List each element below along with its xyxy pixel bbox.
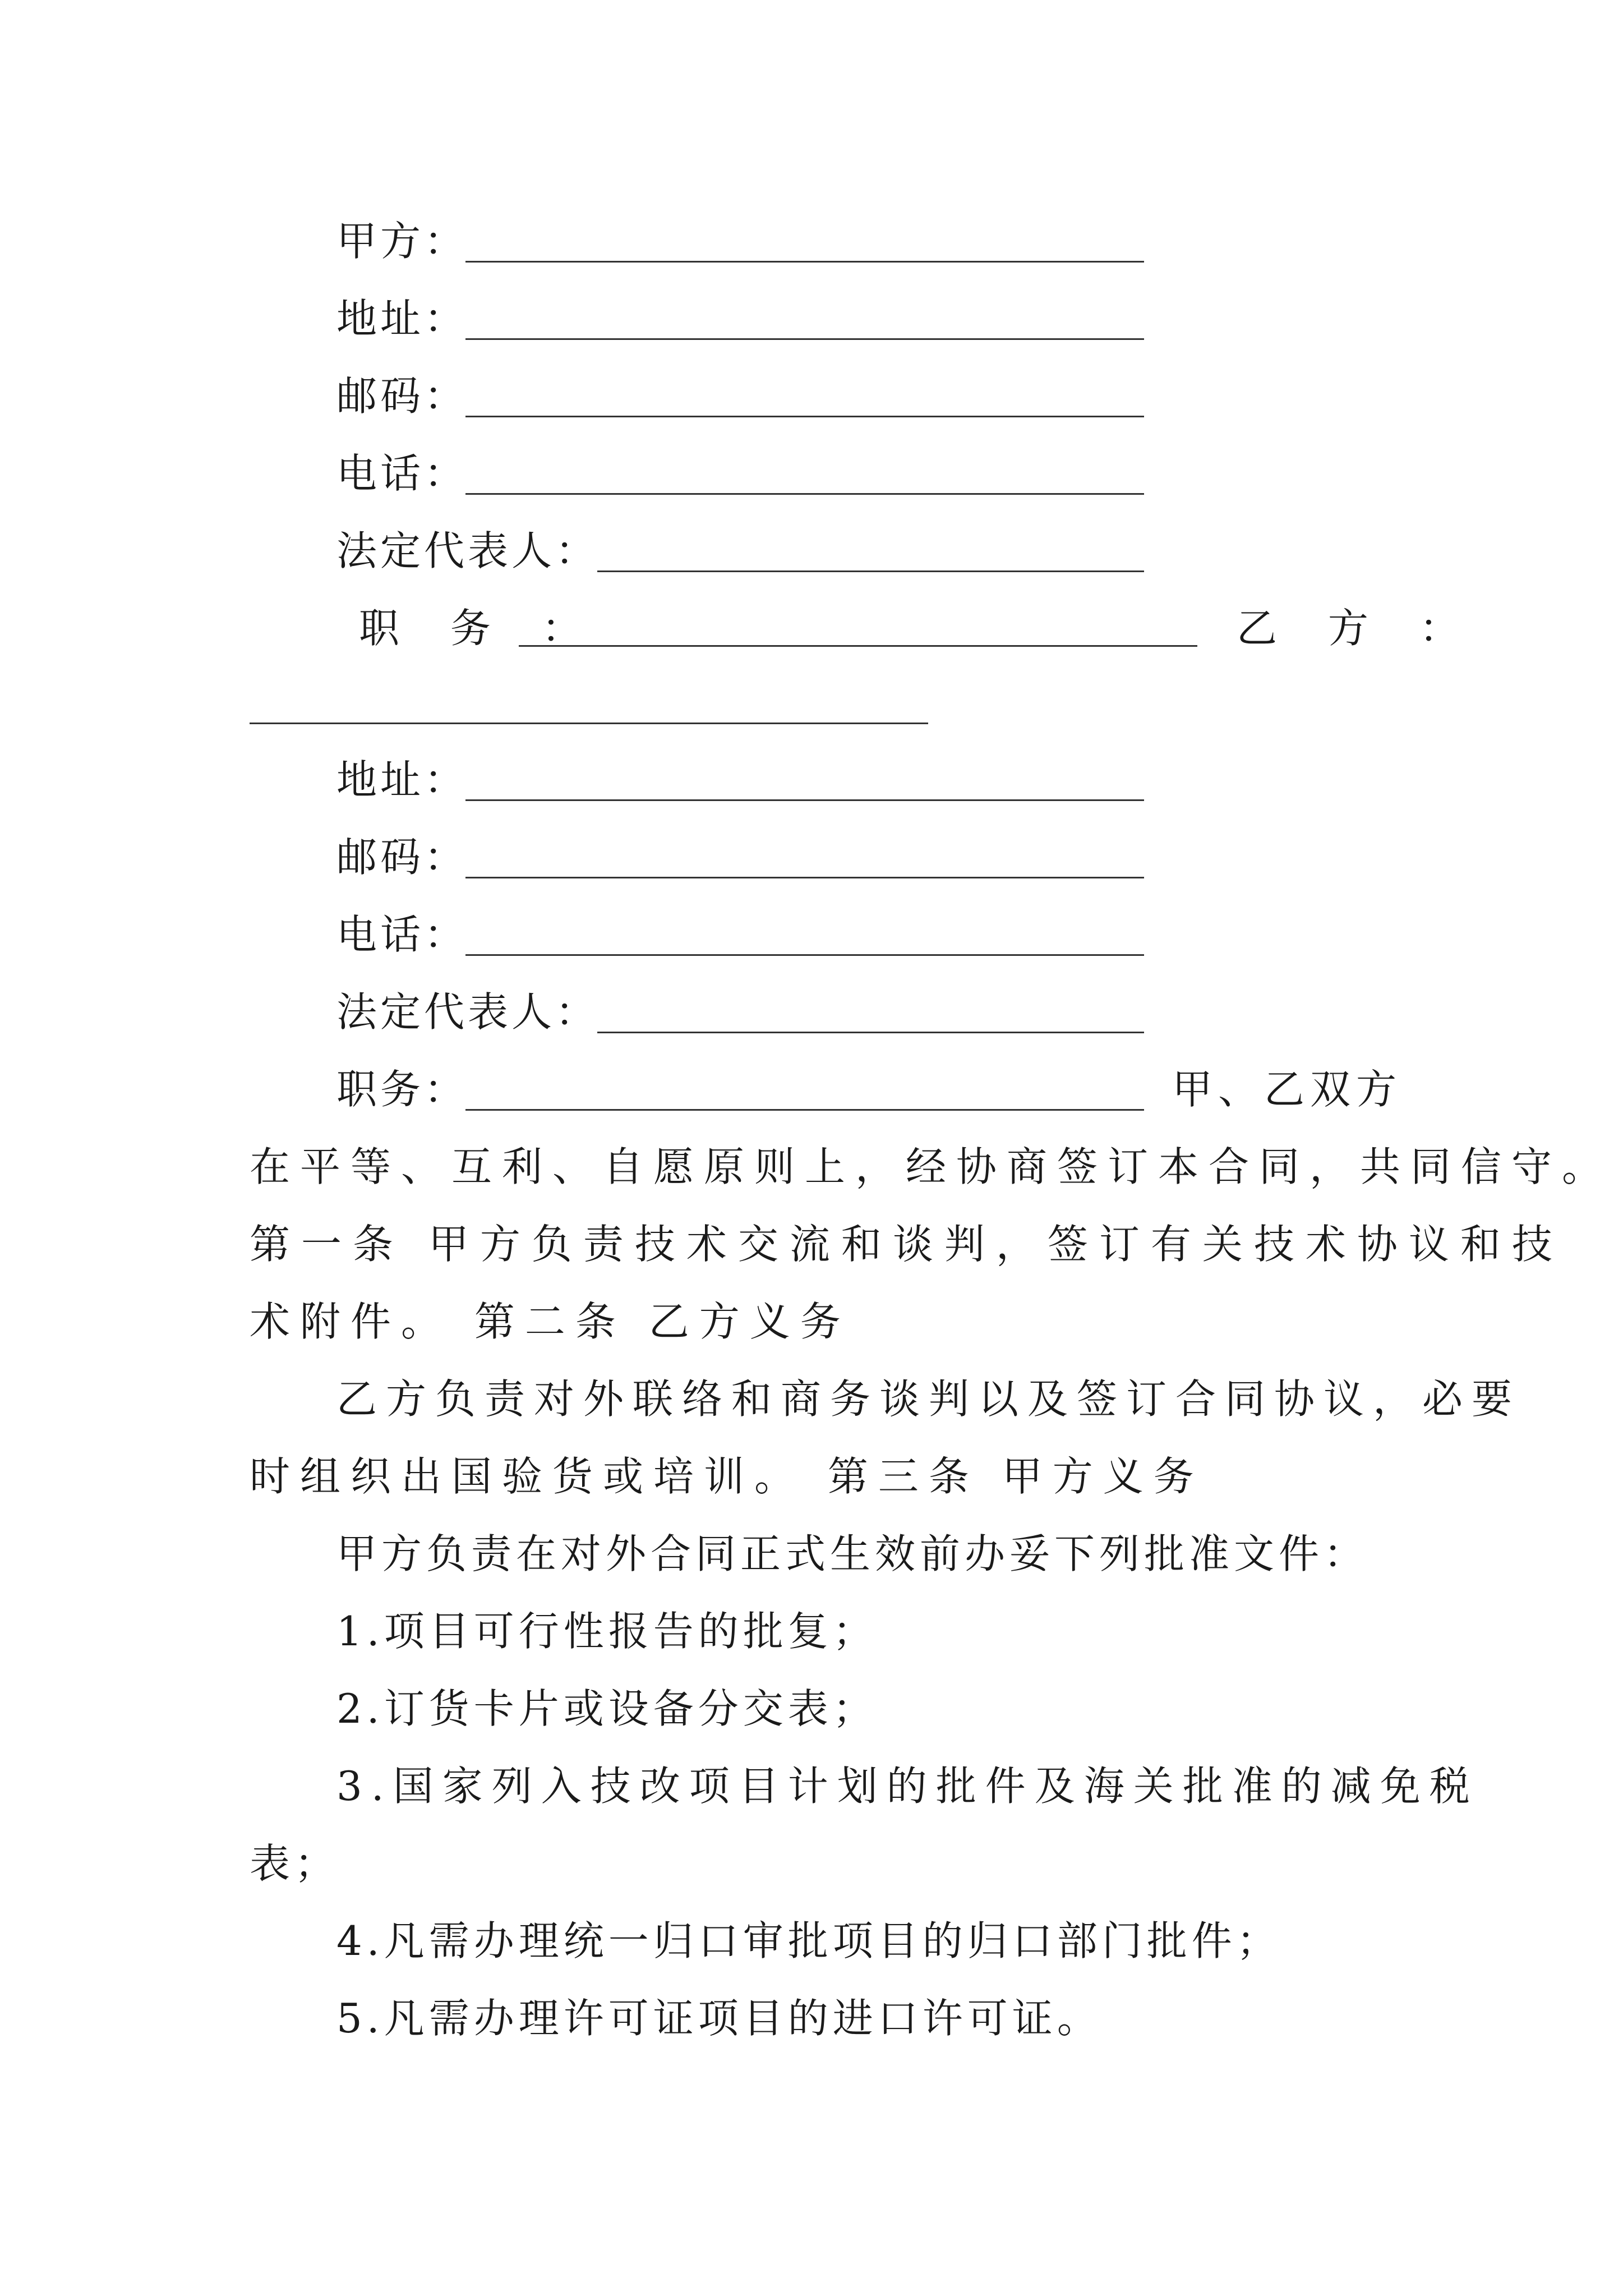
party-a-label: 甲方： bbox=[336, 218, 468, 265]
intro-tail: 甲、乙双方 bbox=[1172, 1066, 1403, 1113]
party-a-name-blank bbox=[465, 261, 1144, 263]
party-b-position-blank bbox=[465, 1109, 1144, 1111]
list-item-4: 4.凡需办理统一归口审批项目的归口部门批件； bbox=[336, 1917, 1281, 1964]
party-b-address-blank bbox=[465, 799, 1144, 801]
list-item-2: 2.订货卡片或设备分交表； bbox=[336, 1685, 878, 1732]
party-a-position-blank bbox=[519, 645, 1197, 647]
party-b-postcode-label: 邮码： bbox=[336, 834, 468, 881]
list-item-1: 1.项目可行性报告的批复； bbox=[336, 1608, 878, 1655]
party-a-legal-rep-blank bbox=[597, 570, 1144, 572]
body-line-6: 甲方负责在对外合同正式生效前办妥下列批准文件： bbox=[336, 1530, 1369, 1577]
list-item-3a: 3.国家列入技改项目计划的批件及海关批准的减免税 bbox=[336, 1763, 1479, 1810]
party-b-phone-label: 电话： bbox=[336, 911, 468, 958]
party-b-label: 乙 方 ： bbox=[1237, 605, 1479, 652]
party-a-position-label: 职 务 ： bbox=[359, 605, 601, 652]
party-b-phone-blank bbox=[465, 954, 1144, 956]
party-b-legal-rep-blank bbox=[597, 1032, 1144, 1033]
party-a-phone-label: 电话： bbox=[336, 450, 468, 497]
body-line-2: 第一条 甲方负责技术交流和谈判，签订有关技术协议和技 bbox=[250, 1221, 1564, 1268]
party-b-legal-rep-label: 法定代表人： bbox=[336, 988, 600, 1036]
party-b-address-label: 地址： bbox=[336, 756, 468, 803]
body-line-1: 在平等、互利、自愿原则上，经协商签订本合同，共同信守。 bbox=[250, 1143, 1613, 1190]
party-b-name-blank bbox=[250, 723, 928, 724]
list-item-5: 5.凡需办理许可证项目的进口许可证。 bbox=[336, 1995, 1102, 2042]
party-b-postcode-blank bbox=[465, 877, 1144, 878]
list-item-3b: 表； bbox=[250, 1840, 340, 1887]
body-line-4: 乙方负责对外联络和商务谈判以及签订合同协议，必要 bbox=[336, 1375, 1521, 1423]
party-a-address-blank bbox=[465, 338, 1144, 340]
party-b-position-label: 职务： bbox=[336, 1066, 468, 1113]
party-a-postcode-blank bbox=[465, 416, 1144, 417]
party-a-phone-blank bbox=[465, 493, 1144, 495]
body-line-5: 时组织出国验货或培训。 第三条 甲方义务 bbox=[250, 1453, 1204, 1500]
body-line-3: 术附件。 第二条 乙方义务 bbox=[250, 1298, 851, 1345]
party-a-address-label: 地址： bbox=[336, 295, 468, 342]
party-a-legal-rep-label: 法定代表人： bbox=[336, 527, 600, 574]
party-a-postcode-label: 邮码： bbox=[336, 372, 468, 420]
